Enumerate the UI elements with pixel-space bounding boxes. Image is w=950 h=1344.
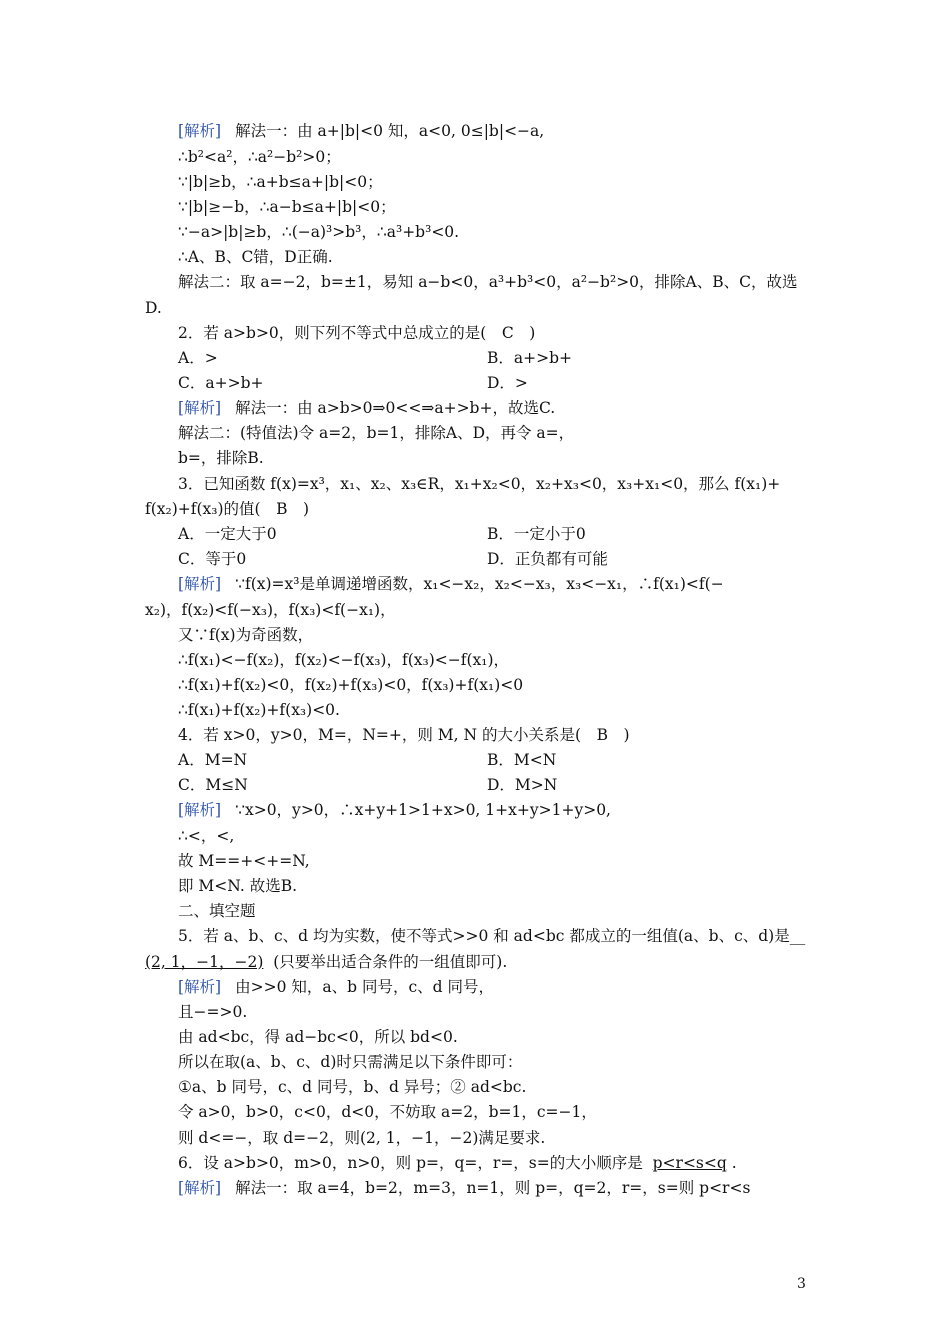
analysis-tag: [解析] — [178, 399, 222, 417]
question-stem: 5．若 a、b、c、d 均为实数，使不等式>>0 和 ad<bc 都成立的一组值(a、b、c、d)是__ — [178, 927, 806, 945]
option-a: A．一定大于0 — [178, 525, 277, 543]
analysis-line: [解析] 由>>0 知，a、b 同号，c、d 同号， — [178, 978, 494, 996]
analysis-tag: [解析] — [178, 575, 222, 593]
analysis-line: b=，排除B. — [178, 449, 264, 467]
analysis-line: ∵−a>|b|≥b，∴(−a)³>b³，∴a³+b³<0. — [178, 223, 460, 241]
analysis-line: 解法二：取 a=−2，b=±1，易知 a−b<0，a³+b³<0，a²−b²>0，排除A、B、C，故选 — [178, 273, 798, 291]
analysis-line: [解析] ∵f(x)=x³是单调递增函数，x₁<−x₂，x₂<−x₃，x₃<−x₁，∴f(x₁)<f(− — [178, 575, 724, 593]
question-stem: 4．若 x>0，y>0，M=，N=+，则 M, N 的大小关系是( B ) — [178, 726, 630, 744]
analysis-line: 令 a>0，b>0，c<0，d<0，不妨取 a=2，b=1，c=−1， — [178, 1103, 597, 1121]
option-b: B．M<N — [487, 751, 557, 769]
analysis-line: ∵|b|≥−b，∴a−b≤a+|b|<0； — [178, 198, 396, 216]
page-number: 3 — [797, 1276, 806, 1292]
analysis-line: ∴f(x₁)+f(x₂)<0，f(x₂)+f(x₃)<0，f(x₃)+f(x₁)<0 — [178, 676, 524, 694]
option-d: D．正负都有可能 — [487, 550, 608, 568]
analysis-line: 又∵f(x)为奇函数， — [178, 626, 314, 644]
analysis-tag: [解析] — [178, 122, 222, 140]
analysis-line: ∴<，<, — [178, 827, 235, 845]
fill-answer: (2, 1，−1，−2) — [145, 953, 264, 971]
analysis-line: 由 ad<bc，得 ad−bc<0，所以 bd<0. — [178, 1028, 458, 1046]
option-b: B．一定小于0 — [487, 525, 586, 543]
analysis-line: 则 d<=−，取 d=−2，则(2, 1，−1，−2)满足要求. — [178, 1129, 546, 1147]
analysis-line: ∴A、B、C错，D正确. — [178, 248, 333, 266]
option-a: A．M=N — [178, 751, 248, 769]
analysis-line: x₂)，f(x₂)<f(−x₃)，f(x₃)<f(−x₁)， — [145, 601, 396, 619]
analysis-line: ∴b²<a²，∴a²−b²>0； — [178, 148, 341, 166]
question-stem: f(x₂)+f(x₃)的值( B ) — [145, 500, 310, 518]
analysis-tag: [解析] — [178, 1179, 222, 1197]
option-a: A．> — [178, 349, 218, 367]
option-b: B．a+>b+ — [487, 349, 573, 367]
section-heading: 二、填空题 — [178, 902, 256, 920]
analysis-line: 解法二：(特值法)令 a=2，b=1，排除A、D，再令 a=， — [178, 424, 575, 442]
question-stem: 6．设 a>b>0，m>0，n>0，则 p=，q=，r=，s=的大小顺序是 p<r<s<q . — [178, 1154, 737, 1172]
fill-answer: p<r<s<q — [652, 1154, 727, 1172]
analysis-line: [解析] 解法一：取 a=4，b=2，m=3，n=1，则 p=，q=2，r=，s=则 p<r<s — [178, 1179, 751, 1197]
analysis-line: 且−=>0. — [178, 1003, 248, 1021]
option-c: C．M≤N — [178, 776, 248, 794]
question-stem: 2．若 a>b>0，则下列不等式中总成立的是( C ) — [178, 324, 536, 342]
analysis-line: ∴f(x₁)<−f(x₂)，f(x₂)<−f(x₃)，f(x₃)<−f(x₁)， — [178, 651, 510, 669]
analysis-line: D. — [145, 299, 162, 317]
analysis-tag: [解析] — [178, 801, 222, 819]
analysis-line: ①a、b 同号，c、d 同号，b、d 异号；② ad<bc. — [178, 1078, 527, 1096]
option-c: C．等于0 — [178, 550, 247, 568]
option-d: D．M>N — [487, 776, 558, 794]
analysis-tag: [解析] — [178, 978, 222, 996]
option-d: D．> — [487, 374, 528, 392]
analysis-line: [解析] 解法一：由 a>b>0⇒0<<⇒a+>b+，故选C. — [178, 399, 556, 417]
question-stem: 3．已知函数 f(x)=x³，x₁、x₂、x₃∈R，x₁+x₂<0，x₂+x₃<0，x₃+x₁<0，那么 f(x₁)+ — [178, 475, 781, 493]
option-c: C．a+>b+ — [178, 374, 264, 392]
analysis-line: 故 M==+<+=N, — [178, 852, 310, 870]
analysis-line: 即 M<N. 故选B. — [178, 877, 298, 895]
analysis-line: ∴f(x₁)+f(x₂)+f(x₃)<0. — [178, 701, 340, 719]
analysis-line: [解析] ∵x>0，y>0，∴x+y+1>1+x>0, 1+x+y>1+y>0, — [178, 801, 611, 819]
analysis-line: 所以在取(a、b、c、d)时只需满足以下条件即可： — [178, 1053, 523, 1071]
analysis-line: [解析] 解法一：由 a+|b|<0 知，a<0, 0≤|b|<−a, — [178, 122, 545, 140]
question-stem: (2, 1，−1，−2) (只要举出适合条件的一组值即可). — [145, 953, 508, 971]
analysis-line: ∵|b|≥b，∴a+b≤a+|b|<0； — [178, 173, 383, 191]
